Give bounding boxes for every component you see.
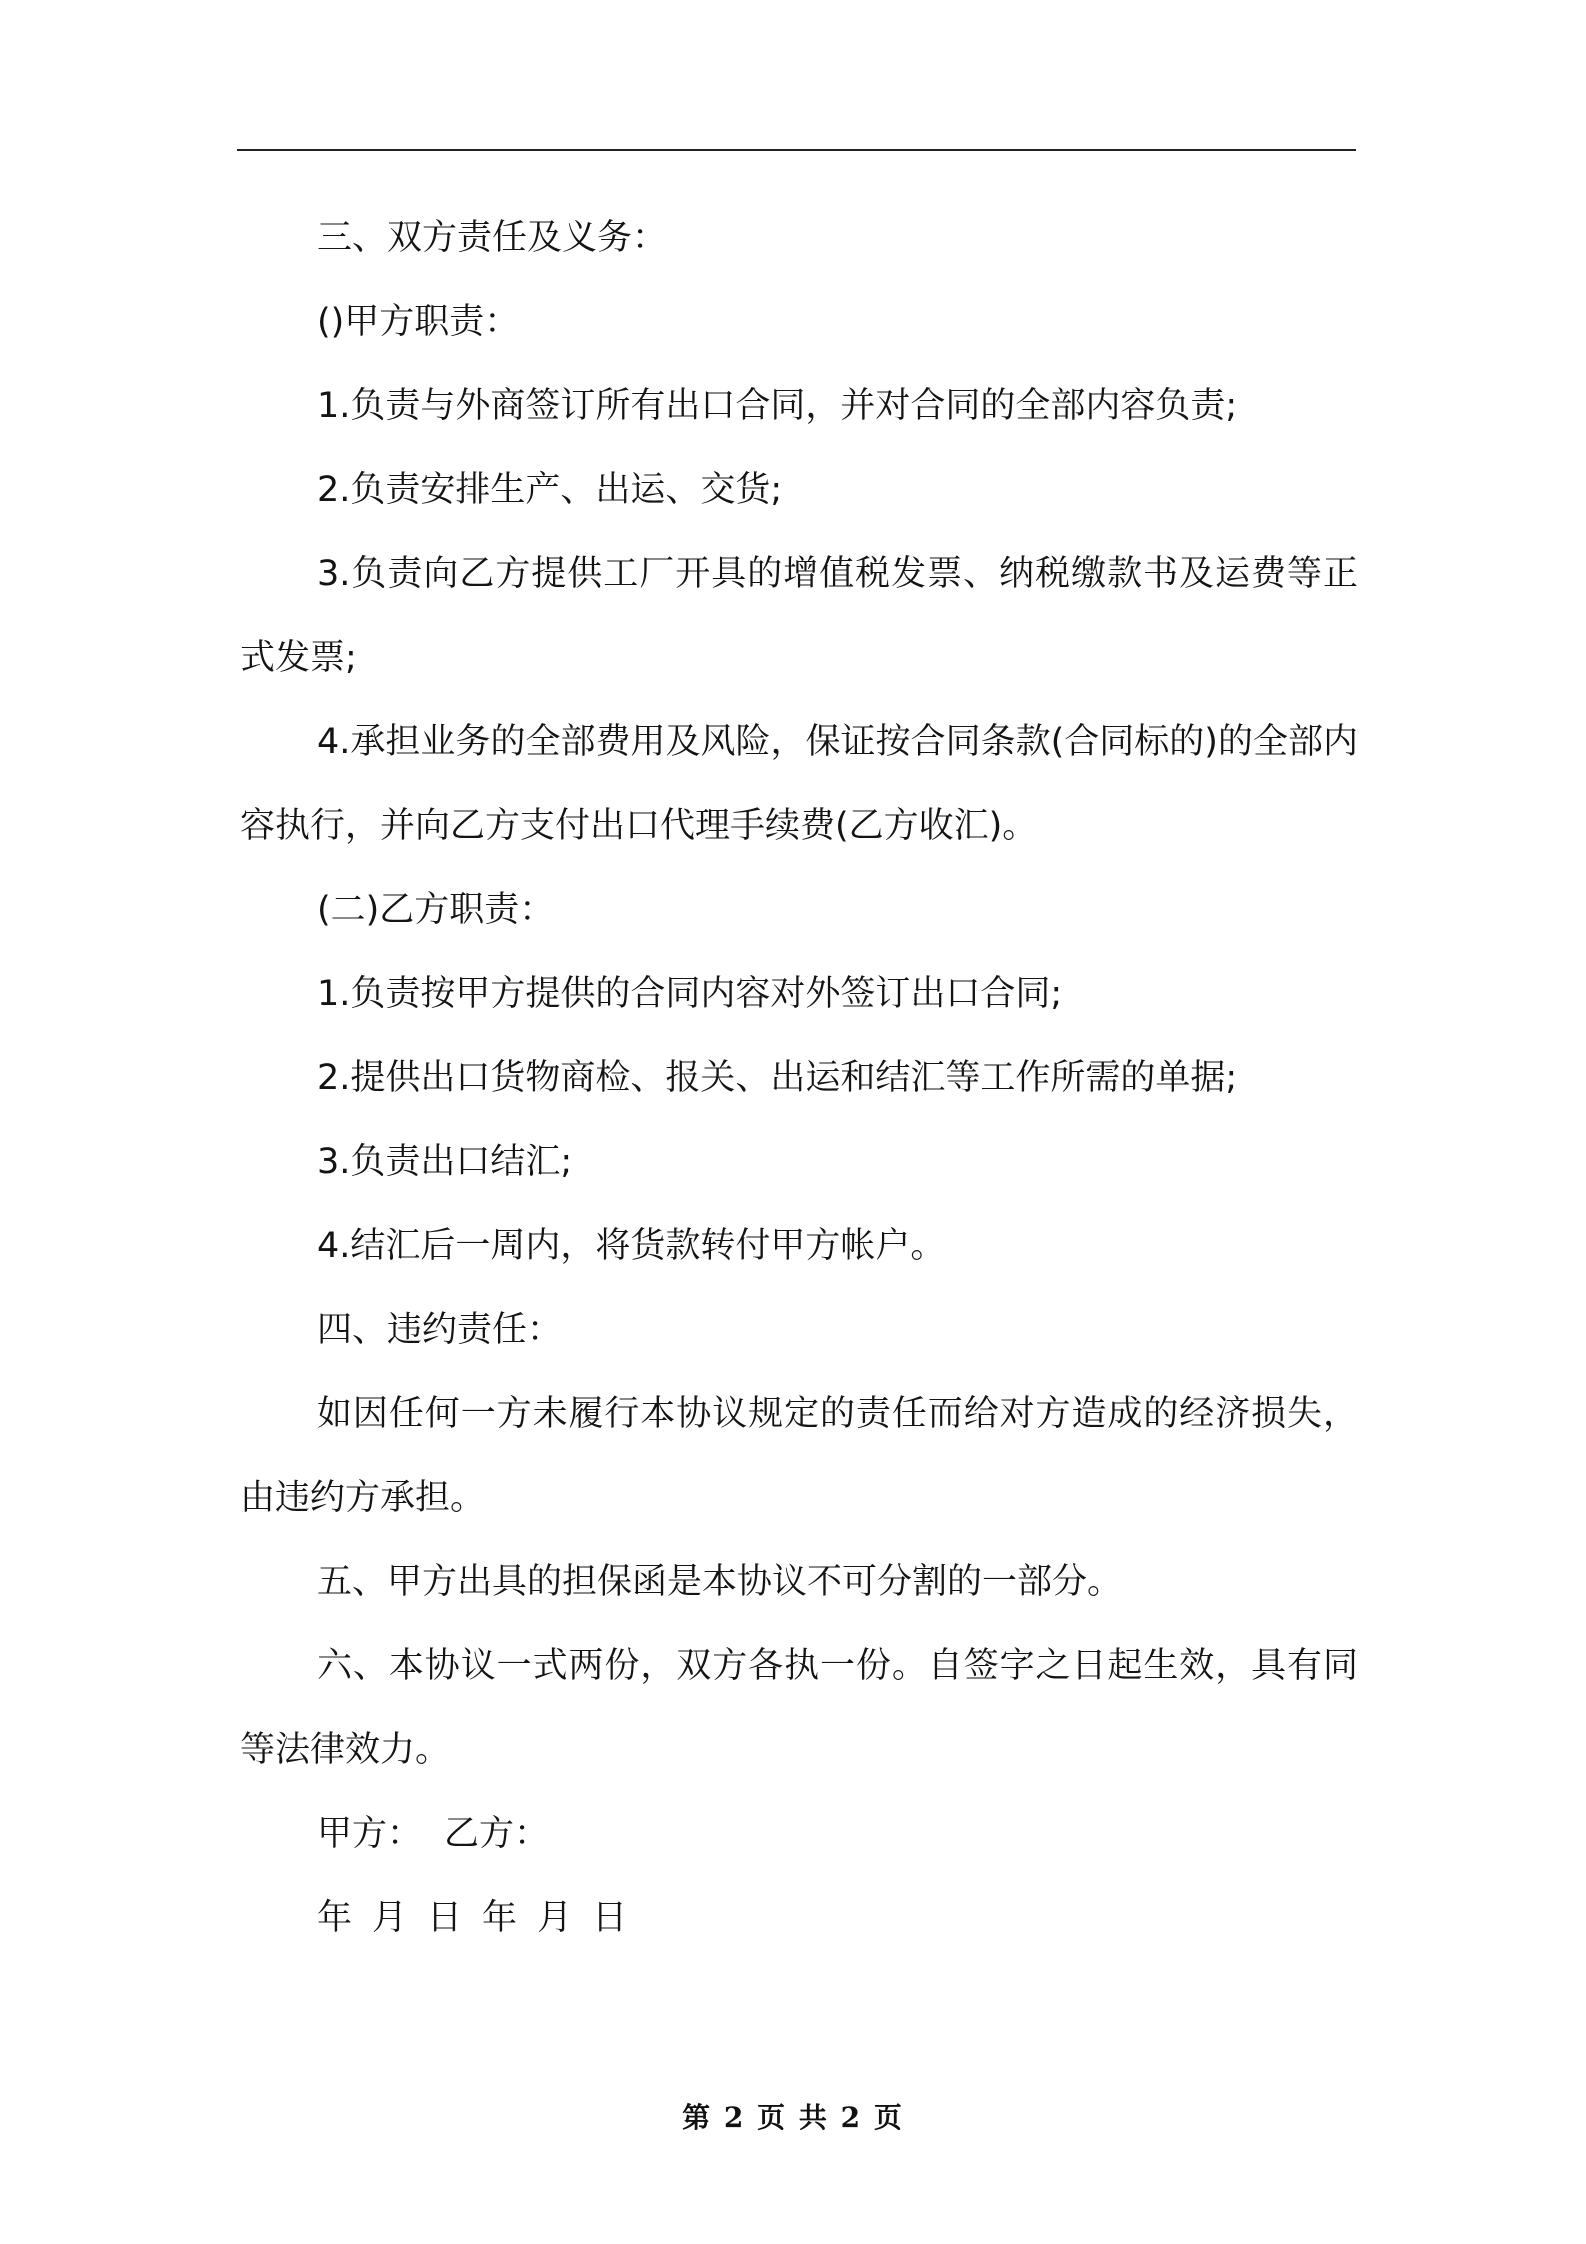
section-heading-responsibilities: 三、双方责任及义务： (317, 218, 668, 258)
subheading-party-a-duties: ()甲方职责： (317, 302, 520, 342)
header-rule (237, 149, 1356, 151)
party-a-label: 甲方： (317, 1814, 423, 1854)
party-b-duty-3: 3.负责出口结汇; (317, 1142, 573, 1182)
section-heading-breach: 四、违约责任： (317, 1310, 563, 1350)
signature-line (240, 1792, 1358, 1876)
date-line (240, 1876, 1358, 1960)
subheading-party-b-duties: (二)乙方职责： (317, 890, 555, 930)
party-a-duty-4: 4.承担业务的全部费用及风险，保证按合同条款(合同标的)的全部内容执行，并向乙方支付出口代理手续费(乙方收汇)。 (240, 722, 1358, 846)
party-a-duty-3: 3.负责向乙方提供工厂开具的增值税发票、纳税缴款书及运费等正式发票; (240, 554, 1358, 678)
date-day-b: 日 (592, 1898, 628, 1938)
party-a-duty-1: 1.负责与外商签订所有出口合同，并对合同的全部内容负责; (317, 386, 1238, 426)
party-b-duty-1: 1.负责按甲方提供的合同内容对外签订出口合同; (317, 974, 1063, 1014)
party-a-duty-2: 2.负责安排生产、出运、交货; (317, 470, 783, 510)
clause-guarantee: 五、甲方出具的担保函是本协议不可分割的一部分。 (317, 1562, 1123, 1602)
document-body (240, 196, 1358, 1960)
date-day-a: 日 (427, 1898, 463, 1938)
date-year-a: 年 (317, 1898, 353, 1938)
breach-clause: 如因任何一方未履行本协议规定的责任而给对方造成的经济损失，由违约方承担。 (240, 1394, 1358, 1518)
party-b-duty-4: 4.结汇后一周内，将货款转付甲方帐户。 (317, 1226, 946, 1266)
date-month-b: 月 (537, 1898, 573, 1938)
party-b-duty-2: 2.提供出口货物商检、报关、出运和结汇等工作所需的单据; (317, 1058, 1238, 1098)
date-month-a: 月 (372, 1898, 408, 1938)
date-year-b: 年 (482, 1898, 518, 1938)
party-b-label: 乙方： (444, 1814, 550, 1854)
page-indicator: 第 2 页 共 2 页 (682, 2101, 904, 2134)
clause-copies: 六、本协议一式两份，双方各执一份。自签字之日起生效，具有同等法律效力。 (240, 1646, 1358, 1770)
